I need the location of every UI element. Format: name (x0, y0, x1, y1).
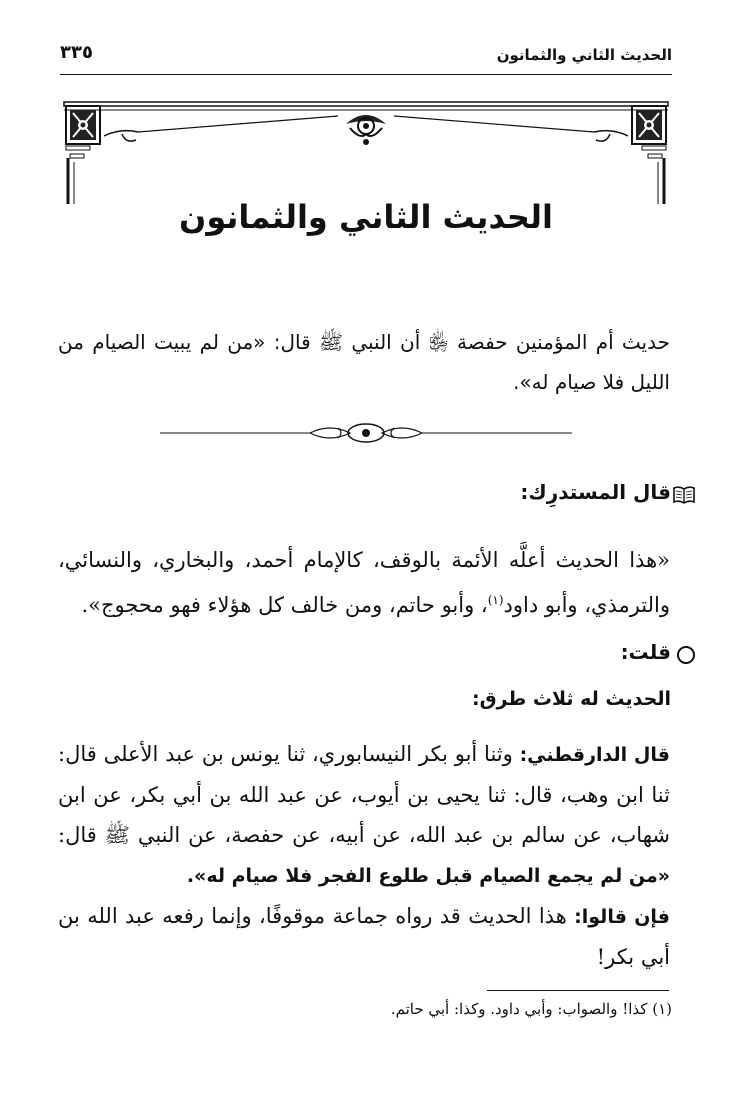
hadith-text: حديث أم المؤمنين حفصة ﵂ أن النبي ﷺ قال: «من لم يبيت الصيام من الليل فلا صيام له». (58, 330, 670, 394)
daraqutni-lead: قال الدارقطني: (519, 744, 670, 766)
objection-lead: فإن قالوا: (574, 906, 670, 928)
footnote: (١) كذا! والصواب: وأبي داود. وكذا: أبي حاتم. (390, 1000, 672, 1018)
mustadrak-heading: قال المستدرِك: (520, 480, 671, 504)
page-number: ٣٣٥ (60, 42, 93, 63)
footnote-marker: (١) (487, 593, 504, 607)
footnote-divider (487, 990, 669, 991)
circle-bullet-icon (677, 646, 695, 664)
daraqutni-paragraph (58, 734, 670, 896)
daraqutni-quote: «من لم يجمع الصيام قبل طلوع الفجر فلا صيام له». (186, 865, 670, 887)
objection-paragraph (58, 896, 670, 977)
qult-subheading: الحديث له ثلاث طرق: (471, 688, 671, 710)
daraqutni-body: وثنا أبو بكر النيسابوري، ثنا يونس بن عبد الأعلى قال: ثنا ابن وهب، قال: ثنا يحيى بن أيوب، عن عبد الله بن أبي بكر، عن ابن شهاب، عن سالم بن عبد الله، عن أبيه، عن حفصة، عن النبي ﷺ قال: (58, 742, 670, 847)
mustadrak-text-end: ، وأبو حاتم، ومن خالف كل هؤلاء فهو محجوج». (81, 593, 488, 617)
qult-heading: قلت: (620, 640, 671, 664)
objection-body: هذا الحديث قد رواه جماعة موقوفًا، وإنما رفعه عبد الله بن أبي بكر! (58, 904, 670, 969)
running-header (60, 44, 672, 75)
mustadrak-text: «هذا الحديث أعلَّه الأئمة بالوقف، كالإمام أحمد، والبخاري، والنسائي، والترمذي، وأبو داود (58, 548, 670, 617)
chapter-title: الحديث الثاني والثمانون (179, 198, 553, 236)
ornamental-frame (60, 98, 672, 214)
open-book-icon (673, 486, 695, 504)
mustadrak-quote (58, 540, 670, 625)
separator-ornament (160, 418, 572, 448)
left-corner-ornament (66, 106, 138, 204)
running-title: الحديث الثاني والثمانون (496, 46, 672, 64)
right-corner-ornament (594, 106, 666, 204)
center-ornament (346, 115, 386, 145)
